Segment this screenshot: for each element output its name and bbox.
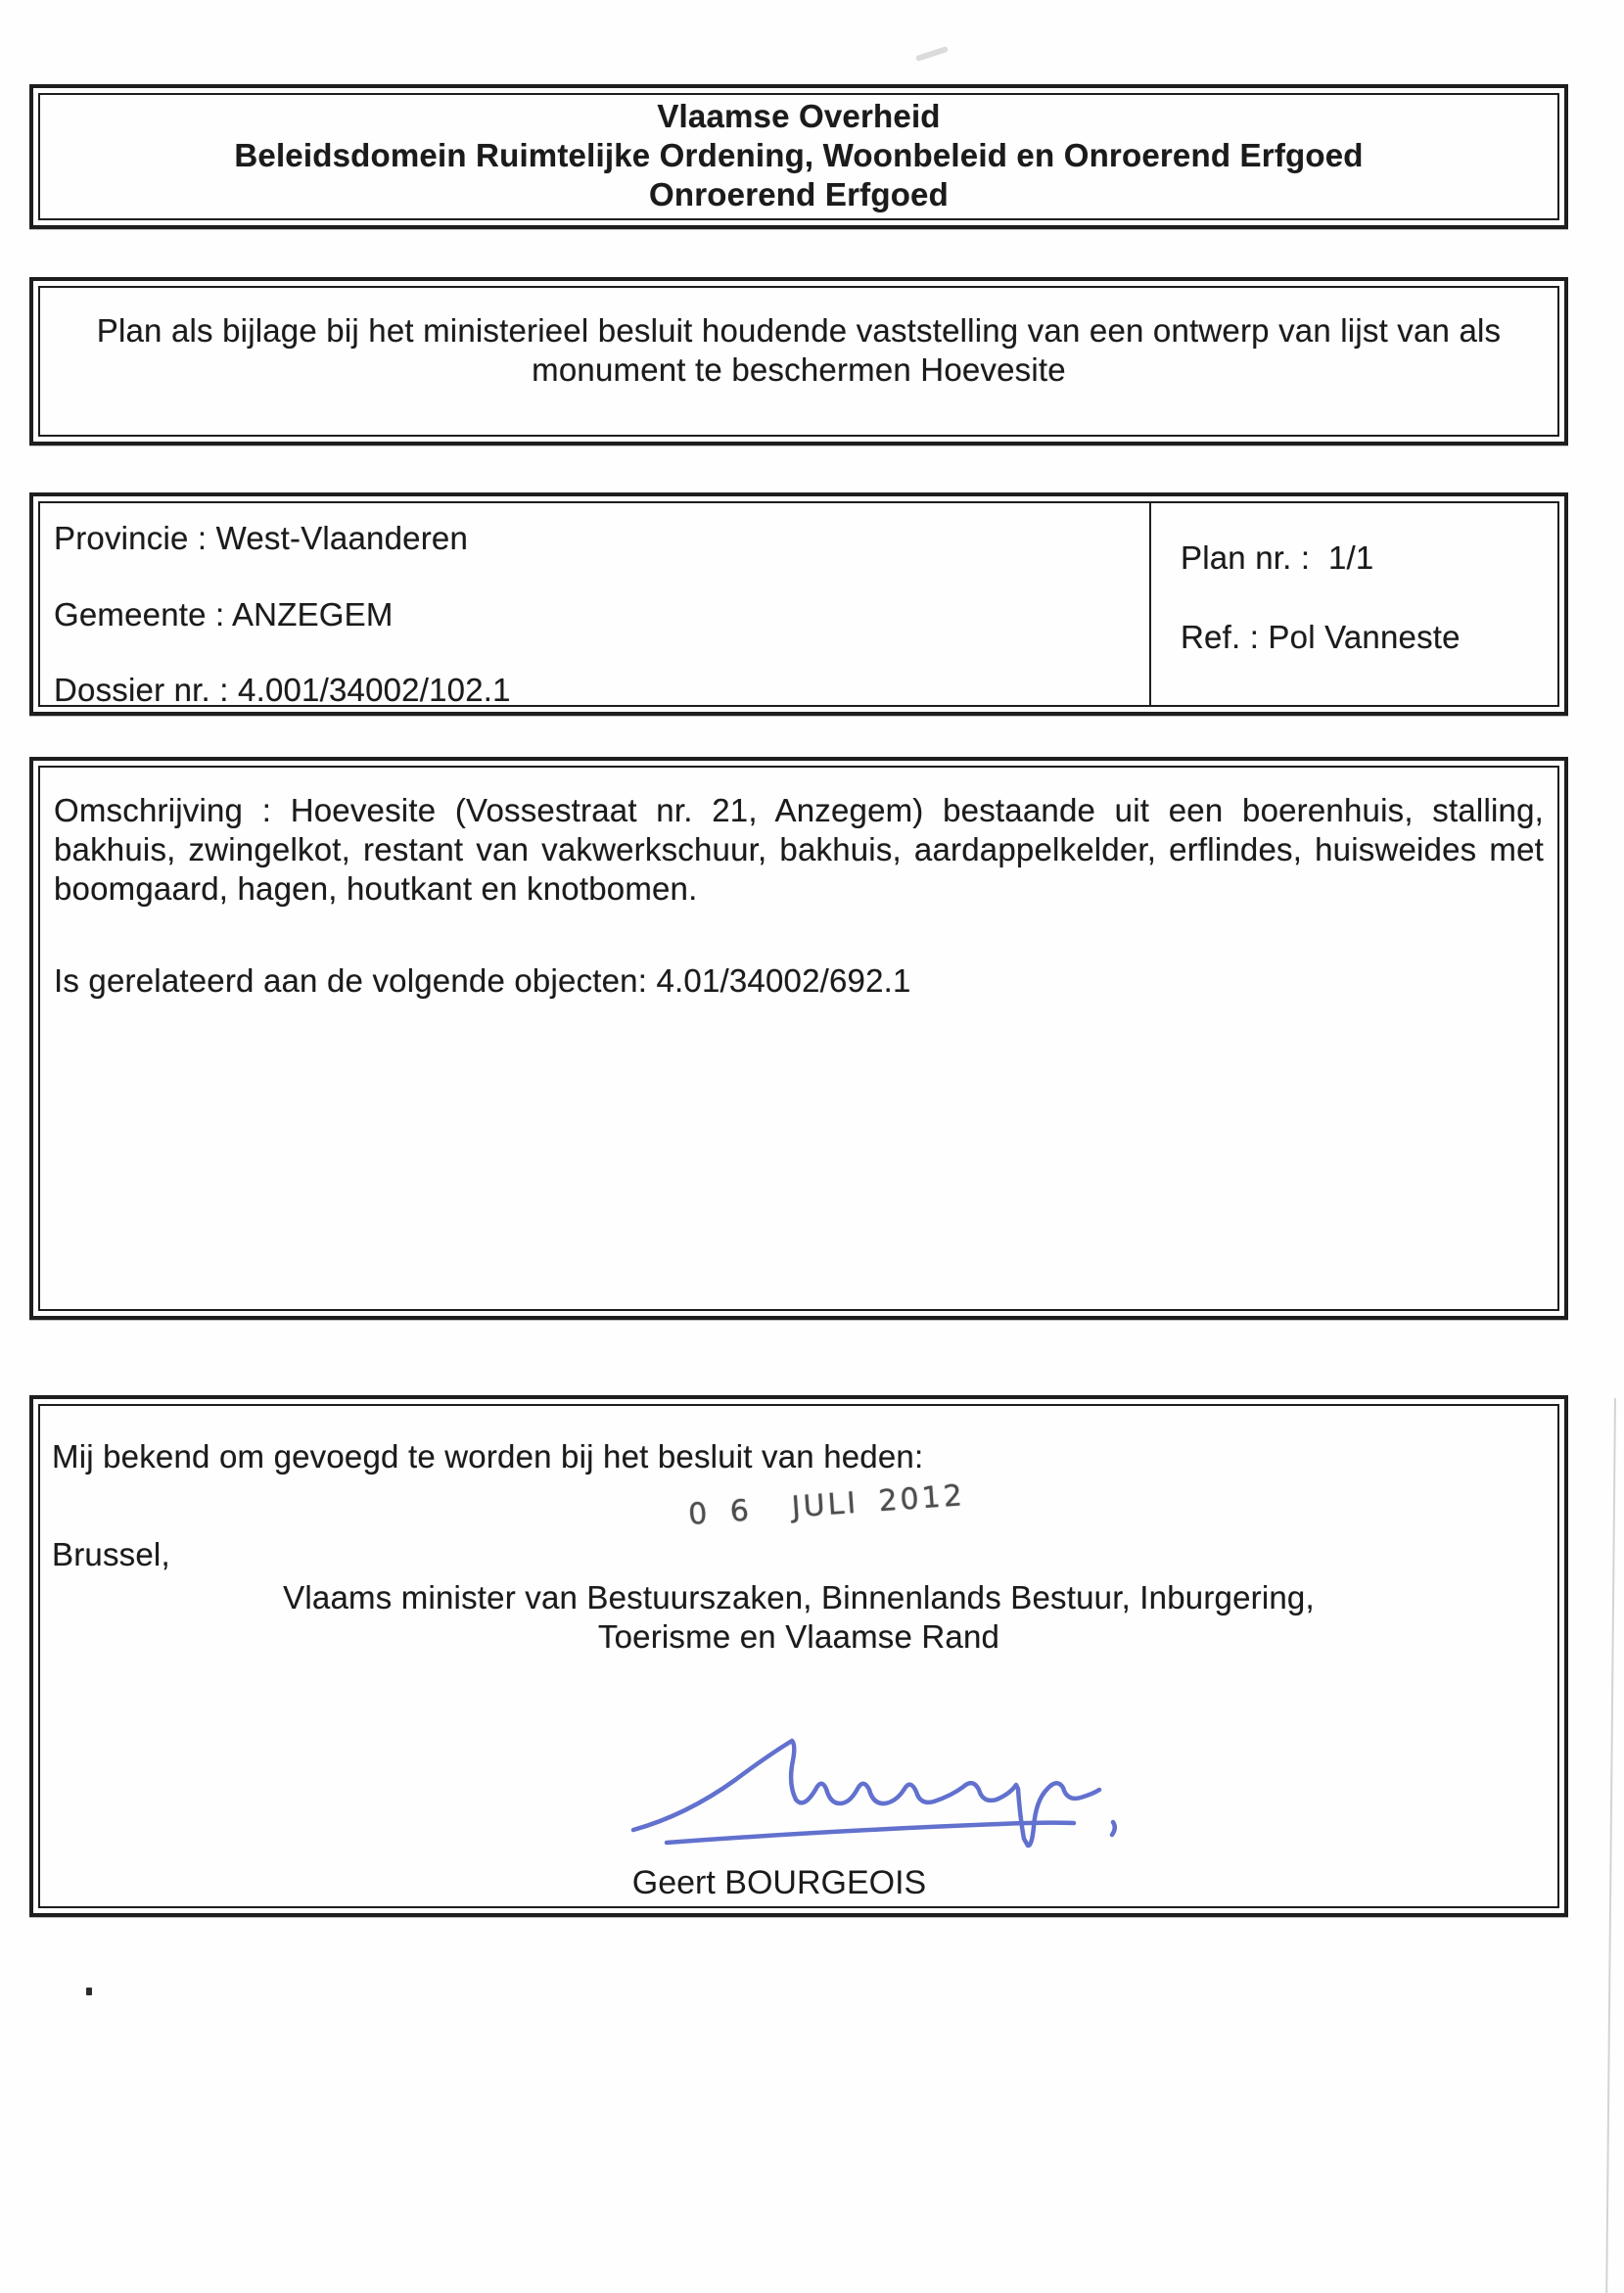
info-box-inner-rule — [38, 501, 1559, 707]
provincie-field: Provincie : West-Vlaanderen — [54, 520, 468, 556]
header-org-line: Vlaamse Overheid — [657, 98, 941, 134]
minister-title-line-1: Vlaams minister van Bestuurszaken, Binnenlands Bestuur, Inburgering, — [283, 1579, 1315, 1615]
info-box — [29, 492, 1568, 716]
header-box — [29, 84, 1568, 229]
signature-ink — [627, 1729, 1127, 1866]
description-box-inner-rule — [38, 766, 1559, 1311]
scan-edge-line-artifact — [1605, 1398, 1616, 2293]
info-column-divider — [1149, 503, 1151, 705]
signatory-name: Geert BOURGEOIS — [631, 1864, 927, 1901]
dossier-nr-field: Dossier nr. : 4.001/34002/102.1 — [54, 672, 511, 708]
header-domain-line: Beleidsdomein Ruimtelijke Ordening, Woonbeleid en Onroerend Erfgoed — [234, 137, 1364, 173]
scan-dot-artifact — [86, 1988, 92, 1995]
omschrijving-paragraph: Omschrijving : Hoevesite (Vossestraat nr. 21, Anzegem) bestaande uit een boerenhuis, stalling, bakhuis, zwingelkot, restant van vakwerkschuur, bakhuis, aardappelkelder, erflindes, huisweides met boomgaard, hagen, houtkant en knotbomen. — [54, 792, 1544, 907]
approval-box-inner-rule — [38, 1404, 1559, 1908]
related-objects-line: Is gerelateerd aan de volgende objecten: 4.01/34002/692.1 — [54, 962, 911, 999]
title-box-inner-rule — [38, 286, 1559, 437]
title-box — [29, 277, 1568, 445]
title-line-2: monument te beschermen Hoevesite — [532, 351, 1066, 388]
date-stamp: 0 6 JULI 2012 — [687, 1478, 966, 1532]
approval-box — [29, 1395, 1568, 1917]
city-line: Brussel, — [52, 1536, 170, 1572]
header-box-inner-rule — [38, 93, 1559, 220]
scan-smudge-artifact — [915, 46, 949, 62]
plan-nr-field: Plan nr. : 1/1 — [1181, 539, 1374, 576]
approval-intro-line: Mij bekend om gevoegd te worden bij het besluit van heden: — [52, 1438, 924, 1474]
description-box — [29, 757, 1568, 1320]
ref-field: Ref. : Pol Vanneste — [1181, 619, 1461, 655]
title-line-1: Plan als bijlage bij het ministerieel besluit houdende vaststelling van een ontwerp van lijst van als — [96, 312, 1502, 349]
minister-title-line-2: Toerisme en Vlaamse Rand — [597, 1618, 1000, 1655]
gemeente-field: Gemeente : ANZEGEM — [54, 596, 394, 632]
header-agency-line: Onroerend Erfgoed — [649, 176, 949, 212]
